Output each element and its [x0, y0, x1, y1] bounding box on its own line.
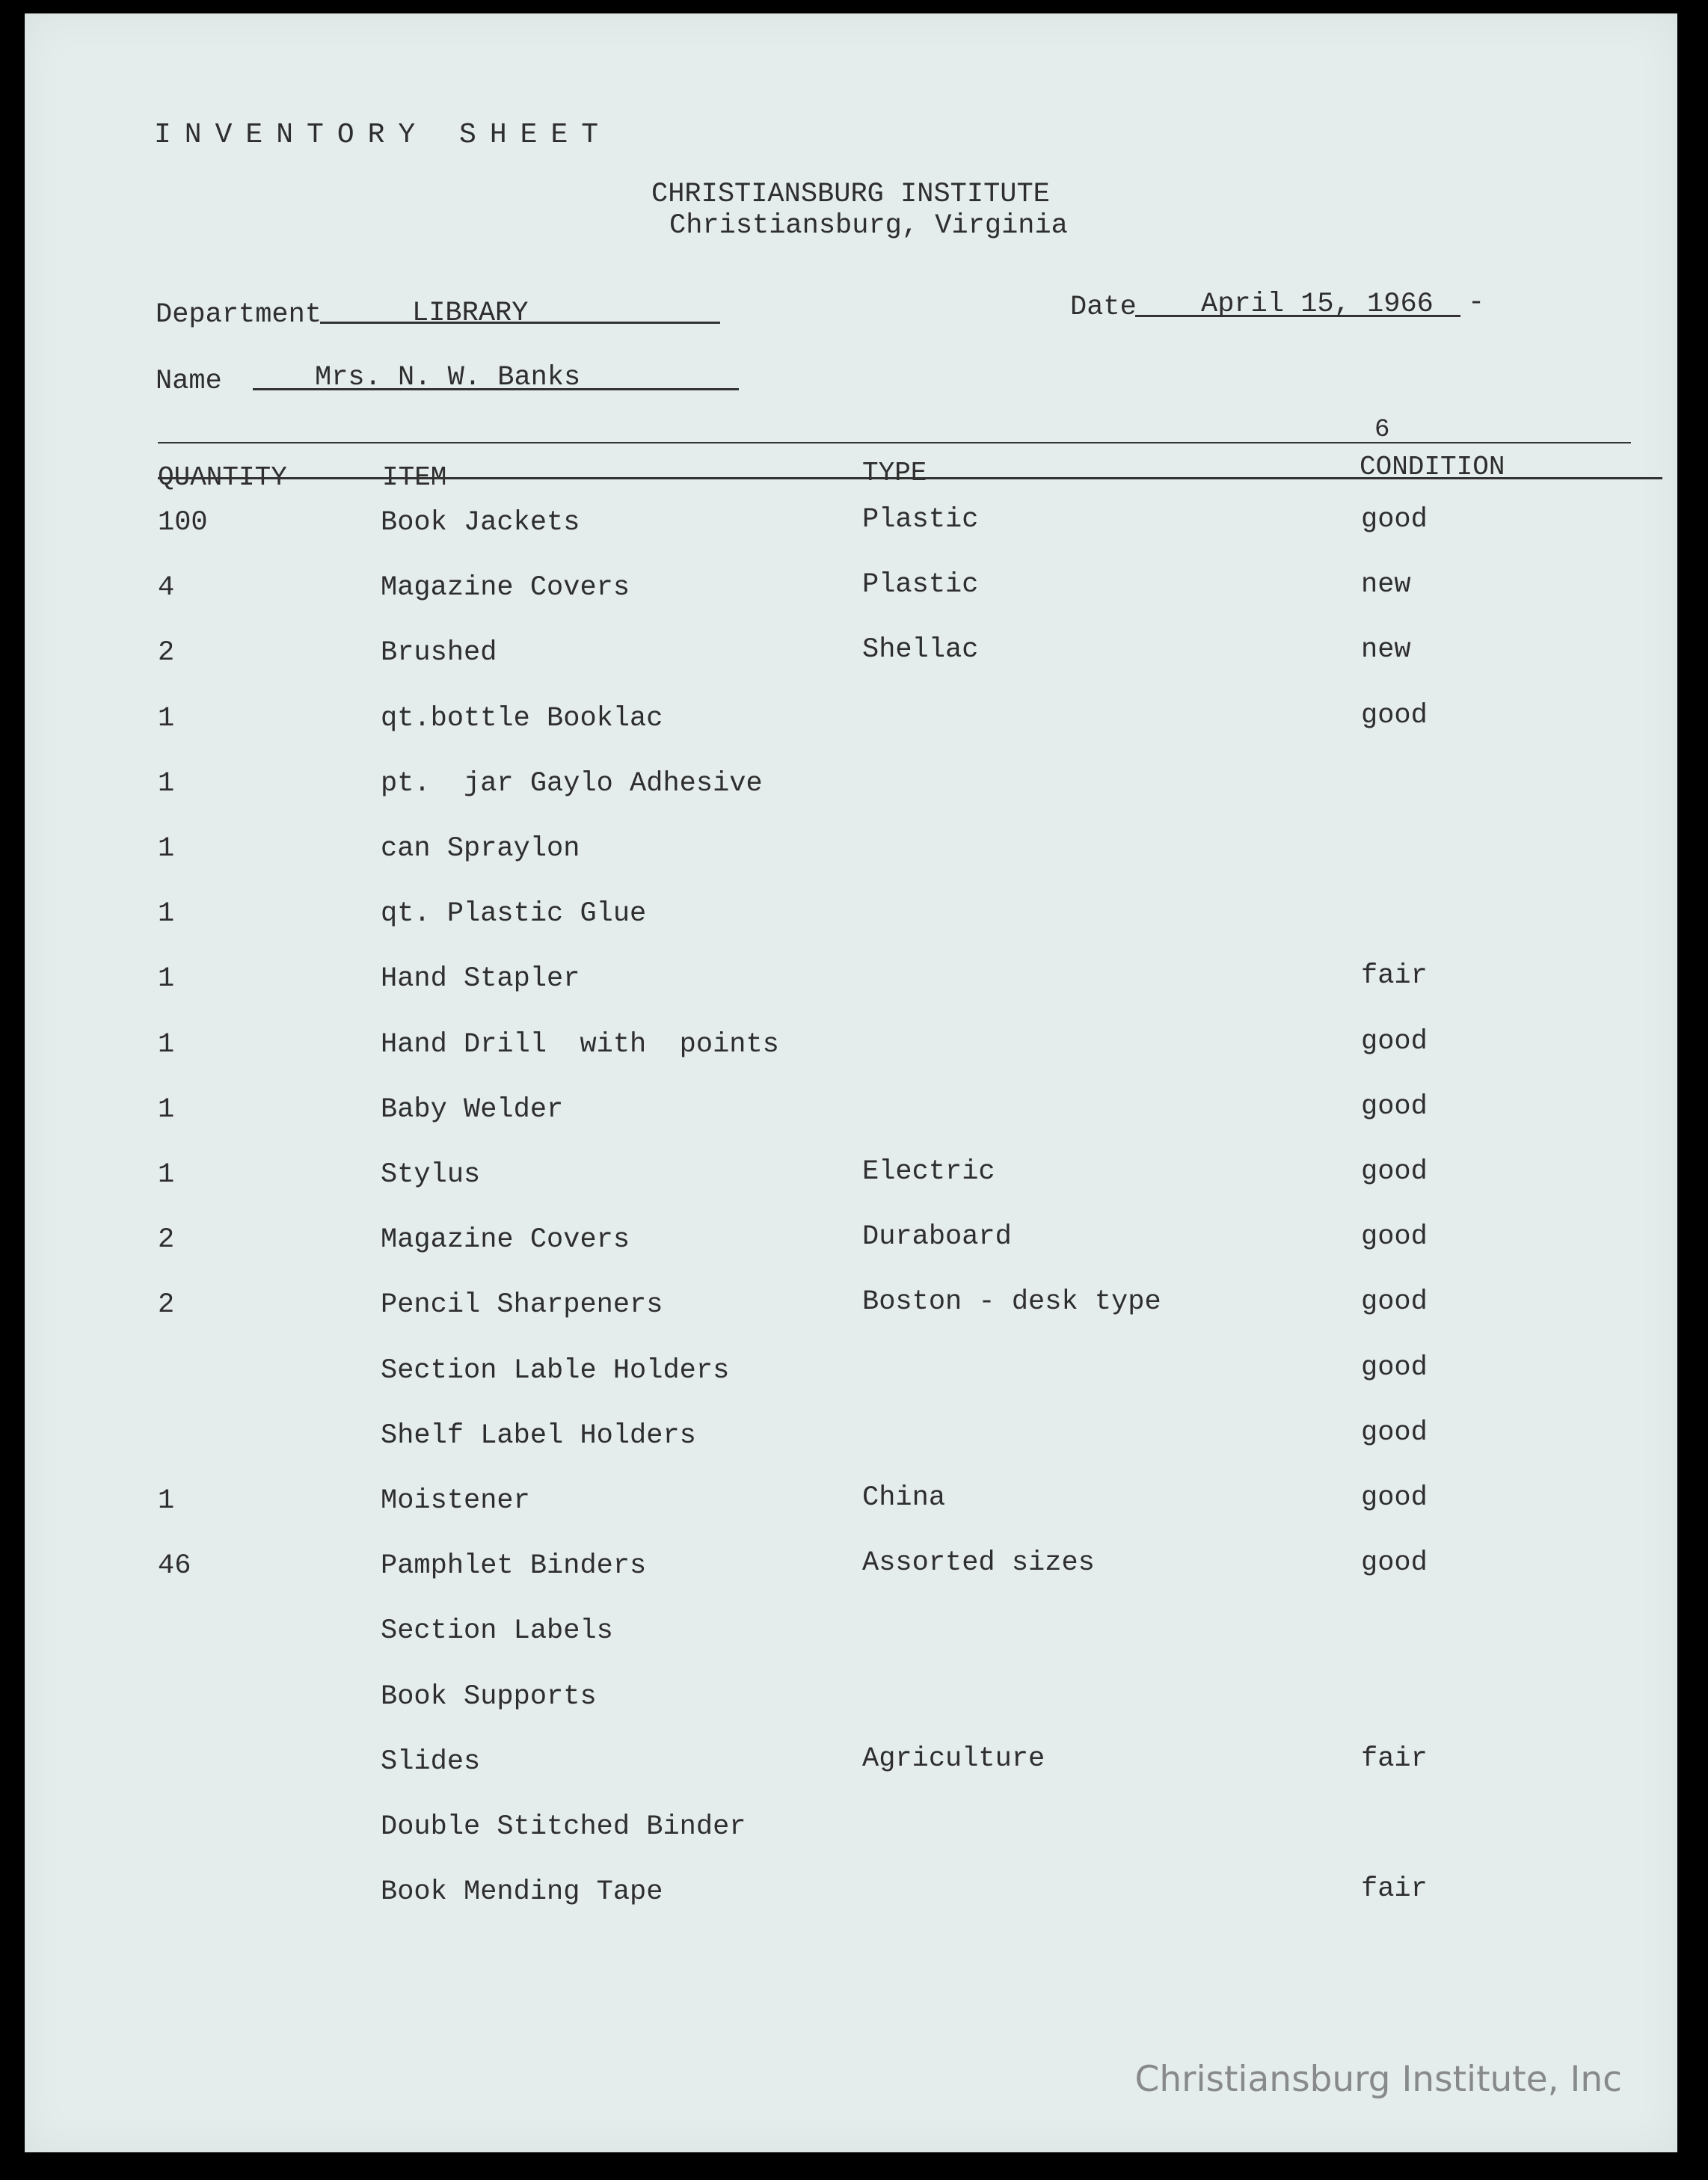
row-condition: fair [1361, 960, 1428, 992]
table-row [25, 960, 1677, 1008]
row-condition: new [1361, 634, 1411, 666]
row-condition: fair [1361, 1873, 1428, 1906]
table-row [25, 1873, 1677, 1921]
row-condition: fair [1361, 1743, 1428, 1775]
table-row [25, 1615, 1677, 1660]
row-condition: good [1361, 1547, 1428, 1579]
row-item: pt. jar Gaylo Adhesive [381, 767, 763, 799]
row-item: Book Jackets [381, 507, 580, 538]
row-item: Moistener [381, 1485, 530, 1517]
row-type: Duraboard [862, 1221, 1012, 1253]
table-row [25, 1221, 1677, 1269]
page-title: INVENTORY SHEET [154, 119, 612, 151]
row-condition: good [1361, 1025, 1428, 1057]
table-row [25, 1547, 1677, 1595]
row-condition: good [1361, 1090, 1428, 1123]
table-row [25, 833, 1677, 878]
institution-name: CHRISTIANSBURG INSTITUTE [651, 179, 1050, 210]
row-item: qt.bottle Booklac [381, 702, 663, 734]
table-row [25, 1156, 1677, 1204]
column-header-quantity: QUANTITY [158, 462, 287, 493]
column-header-item: ITEM [382, 462, 447, 493]
row-item: Hand Stapler [381, 963, 580, 995]
page-number: 6 [1374, 416, 1390, 444]
row-condition: good [1361, 1156, 1428, 1188]
date-trailer: - [1468, 287, 1485, 319]
header-top-rule [158, 442, 1631, 443]
table-row [25, 1681, 1677, 1726]
table-row [25, 1416, 1677, 1465]
column-header-condition: CONDITION [1360, 452, 1505, 482]
row-item: Stylus [381, 1159, 481, 1191]
row-type: China [862, 1482, 946, 1514]
row-item: Book Supports [381, 1680, 597, 1713]
watermark: Christiansburg Institute, Inc [1134, 2059, 1622, 2100]
row-quantity: 2 [158, 1224, 175, 1256]
row-condition: good [1361, 1482, 1428, 1514]
table-row [25, 1090, 1677, 1139]
table-row [25, 634, 1677, 682]
row-quantity: 1 [158, 833, 175, 865]
table-row [25, 1811, 1677, 1856]
table-row [25, 1351, 1677, 1400]
row-quantity: 2 [158, 1289, 175, 1321]
row-type: Plastic [862, 569, 979, 601]
row-item: Section Labels [381, 1615, 613, 1648]
row-condition: good [1361, 1351, 1428, 1384]
row-item: Hand Drill with points [381, 1028, 779, 1060]
table-row [25, 768, 1677, 813]
row-quantity: 1 [158, 898, 175, 930]
row-item: Magazine Covers [381, 1224, 630, 1256]
row-item: Section Lable Holders [381, 1354, 730, 1387]
row-type: Plastic [862, 504, 979, 535]
row-item: Pencil Sharpeners [381, 1289, 663, 1321]
row-item: Slides [381, 1745, 481, 1778]
department-label: Department [156, 299, 322, 331]
row-condition: good [1361, 504, 1428, 535]
row-condition: good [1361, 699, 1428, 731]
date-label: Date [1070, 292, 1137, 323]
row-quantity: 1 [158, 1028, 175, 1060]
row-condition: new [1361, 569, 1411, 601]
row-item: qt. Plastic Glue [381, 898, 647, 930]
table-row [25, 1025, 1677, 1074]
row-type: Assorted sizes [862, 1547, 1095, 1579]
row-quantity: 100 [158, 507, 208, 538]
row-quantity: 2 [158, 637, 175, 669]
column-header-type: TYPE [862, 458, 927, 488]
table-row [25, 504, 1677, 552]
table-row [25, 699, 1677, 748]
row-item: can Spraylon [381, 833, 580, 865]
row-item: Magazine Covers [381, 572, 630, 604]
row-item: Book Mending Tape [381, 1876, 663, 1909]
row-quantity: 1 [158, 767, 175, 799]
row-type: Electric [862, 1156, 995, 1188]
row-quantity: 1 [158, 963, 175, 995]
date-value: April 15, 1966 [1201, 289, 1434, 320]
row-item: Baby Welder [381, 1093, 564, 1126]
name-label: Name [156, 366, 222, 397]
row-type: Boston - desk type [862, 1286, 1161, 1318]
row-condition: good [1361, 1286, 1428, 1318]
row-quantity: 46 [158, 1550, 191, 1582]
row-condition: good [1361, 1416, 1428, 1449]
header-rule [158, 477, 1662, 479]
document-page [25, 13, 1677, 2152]
table-row [25, 898, 1677, 943]
department-value: LIBRARY [412, 298, 529, 329]
table-row [25, 1743, 1677, 1791]
row-item: Shelf Label Holders [381, 1419, 696, 1452]
row-quantity: 4 [158, 572, 175, 604]
institution-location: Christiansburg, Virginia [669, 210, 1068, 242]
row-type: Shellac [862, 634, 979, 666]
row-item: Pamphlet Binders [381, 1550, 647, 1582]
row-condition: good [1361, 1221, 1428, 1253]
row-item: Brushed [381, 637, 497, 669]
table-row [25, 1286, 1677, 1334]
row-quantity: 1 [158, 1093, 175, 1126]
row-quantity: 1 [158, 1159, 175, 1191]
name-value: Mrs. N. W. Banks [315, 362, 581, 393]
table-row [25, 1482, 1677, 1530]
row-quantity: 1 [158, 1485, 175, 1517]
table-row [25, 569, 1677, 617]
row-type: Agriculture [862, 1743, 1045, 1775]
row-quantity: 1 [158, 702, 175, 734]
row-item: Double Stitched Binder [381, 1811, 746, 1843]
